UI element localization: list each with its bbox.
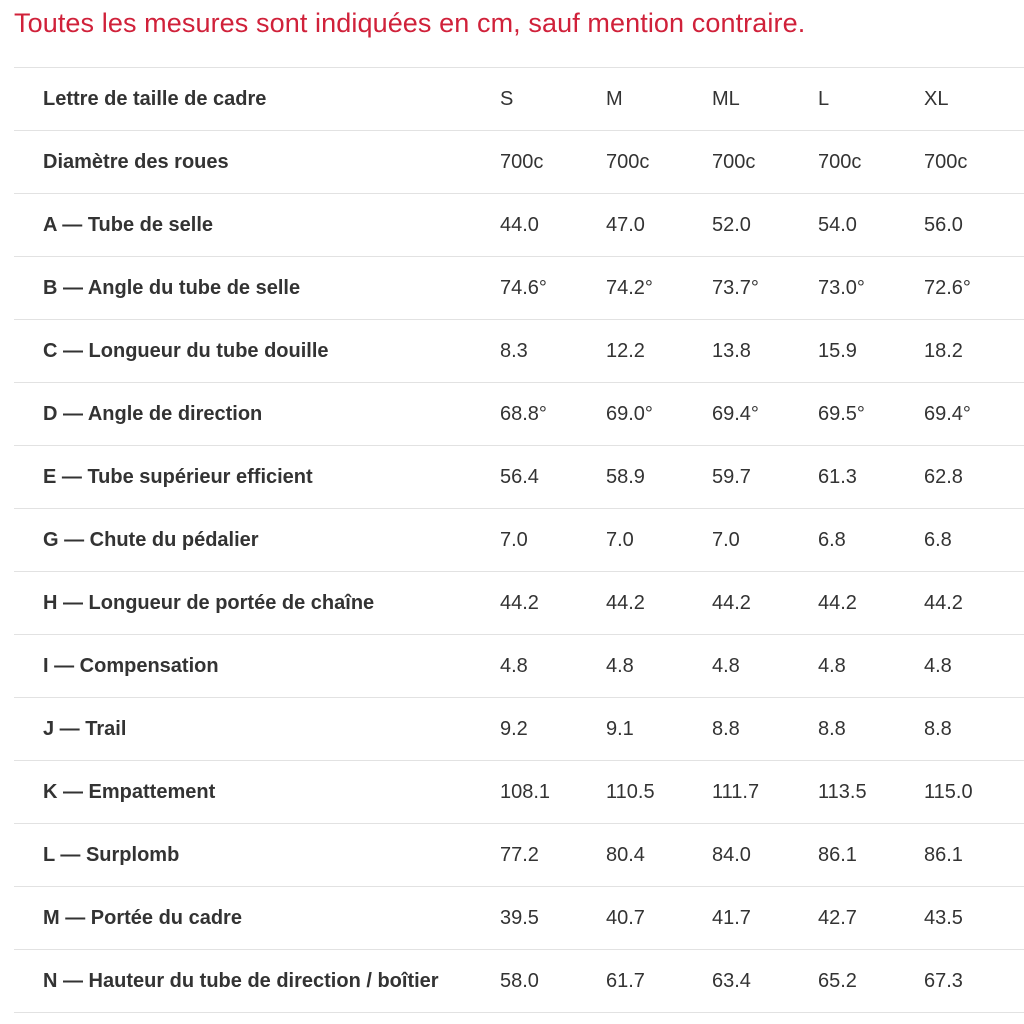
table-cell: 86.1 bbox=[924, 824, 1024, 887]
row-label: K — Empattement bbox=[14, 761, 500, 824]
table-cell: 700c bbox=[924, 131, 1024, 194]
table-row bbox=[14, 887, 1024, 950]
table-cell: 8.3 bbox=[500, 320, 606, 383]
table-cell: 62.8 bbox=[924, 446, 1024, 509]
table-row bbox=[14, 257, 1024, 320]
table-cell: 67.3 bbox=[924, 950, 1024, 1013]
table-row bbox=[14, 383, 1024, 446]
table-cell: 18.2 bbox=[924, 320, 1024, 383]
table-cell: 40.7 bbox=[606, 887, 712, 950]
table-cell: 58.0 bbox=[500, 950, 606, 1013]
table-cell: 6.8 bbox=[924, 509, 1024, 572]
table-cell: 700c bbox=[712, 131, 818, 194]
table-cell: 54.0 bbox=[818, 194, 924, 257]
table-cell: 4.8 bbox=[712, 635, 818, 698]
table-cell: 77.2 bbox=[500, 824, 606, 887]
table-cell: 43.5 bbox=[924, 887, 1024, 950]
table-cell: 69.5° bbox=[818, 383, 924, 446]
table-cell: 44.2 bbox=[712, 572, 818, 635]
table-cell: 68.8° bbox=[500, 383, 606, 446]
table-row bbox=[14, 509, 1024, 572]
row-label: H — Longueur de portée de chaîne bbox=[14, 572, 500, 635]
table-cell: 69.4° bbox=[712, 383, 818, 446]
table-cell: 42.7 bbox=[818, 887, 924, 950]
table-row bbox=[14, 635, 1024, 698]
measurement-note: Toutes les mesures sont indiquées en cm, sauf mention contraire. bbox=[14, 8, 806, 38]
table-cell: 9.2 bbox=[500, 698, 606, 761]
table-cell: 111.7 bbox=[712, 761, 818, 824]
table-cell: 4.8 bbox=[924, 635, 1024, 698]
table-cell: 56.0 bbox=[924, 194, 1024, 257]
table-cell: 72.6° bbox=[924, 257, 1024, 320]
table-cell: 700c bbox=[818, 131, 924, 194]
table-cell: 15.9 bbox=[818, 320, 924, 383]
table-cell: 8.8 bbox=[818, 698, 924, 761]
geometry-table-body bbox=[14, 68, 1024, 1013]
table-cell: 61.3 bbox=[818, 446, 924, 509]
table-cell: 84.0 bbox=[712, 824, 818, 887]
row-label: C — Longueur du tube douille bbox=[14, 320, 500, 383]
table-cell: 65.2 bbox=[818, 950, 924, 1013]
table-row bbox=[14, 698, 1024, 761]
table-cell: 39.5 bbox=[500, 887, 606, 950]
table-cell: 9.1 bbox=[606, 698, 712, 761]
geometry-table bbox=[14, 67, 1024, 1013]
row-label: L — Surplomb bbox=[14, 824, 500, 887]
table-cell: 12.2 bbox=[606, 320, 712, 383]
table-cell: 108.1 bbox=[500, 761, 606, 824]
table-cell: 44.2 bbox=[818, 572, 924, 635]
table-cell: 13.8 bbox=[712, 320, 818, 383]
table-cell: 69.0° bbox=[606, 383, 712, 446]
row-label: A — Tube de selle bbox=[14, 194, 500, 257]
row-label: Lettre de taille de cadre bbox=[14, 68, 500, 131]
table-cell: 113.5 bbox=[818, 761, 924, 824]
row-label: N — Hauteur du tube de direction / boîtier bbox=[14, 950, 500, 1013]
table-cell: 7.0 bbox=[500, 509, 606, 572]
table-cell: 4.8 bbox=[606, 635, 712, 698]
table-cell: 61.7 bbox=[606, 950, 712, 1013]
table-cell: 73.0° bbox=[818, 257, 924, 320]
table-cell: L bbox=[818, 68, 924, 131]
table-row bbox=[14, 68, 1024, 131]
table-cell: 8.8 bbox=[924, 698, 1024, 761]
table-cell: 52.0 bbox=[712, 194, 818, 257]
table-cell: 4.8 bbox=[818, 635, 924, 698]
table-cell: 74.2° bbox=[606, 257, 712, 320]
row-label: G — Chute du pédalier bbox=[14, 509, 500, 572]
row-label: I — Compensation bbox=[14, 635, 500, 698]
table-cell: M bbox=[606, 68, 712, 131]
table-cell: 700c bbox=[606, 131, 712, 194]
table-cell: 69.4° bbox=[924, 383, 1024, 446]
table-row bbox=[14, 824, 1024, 887]
table-cell: 44.2 bbox=[606, 572, 712, 635]
table-cell: 80.4 bbox=[606, 824, 712, 887]
table-cell: 41.7 bbox=[712, 887, 818, 950]
table-cell: 86.1 bbox=[818, 824, 924, 887]
table-cell: 115.0 bbox=[924, 761, 1024, 824]
table-cell: 56.4 bbox=[500, 446, 606, 509]
row-label: M — Portée du cadre bbox=[14, 887, 500, 950]
table-row bbox=[14, 194, 1024, 257]
row-label: J — Trail bbox=[14, 698, 500, 761]
row-label: E — Tube supérieur efficient bbox=[14, 446, 500, 509]
row-label: D — Angle de direction bbox=[14, 383, 500, 446]
table-cell: 110.5 bbox=[606, 761, 712, 824]
table-cell: S bbox=[500, 68, 606, 131]
table-cell: 44.0 bbox=[500, 194, 606, 257]
table-cell: 700c bbox=[500, 131, 606, 194]
table-row bbox=[14, 320, 1024, 383]
table-cell: 8.8 bbox=[712, 698, 818, 761]
table-cell: 6.8 bbox=[818, 509, 924, 572]
table-row bbox=[14, 131, 1024, 194]
table-cell: 7.0 bbox=[606, 509, 712, 572]
table-cell: 47.0 bbox=[606, 194, 712, 257]
table-cell: 59.7 bbox=[712, 446, 818, 509]
table-cell: 74.6° bbox=[500, 257, 606, 320]
table-row bbox=[14, 572, 1024, 635]
table-cell: 58.9 bbox=[606, 446, 712, 509]
table-cell: 7.0 bbox=[712, 509, 818, 572]
table-cell: 44.2 bbox=[924, 572, 1024, 635]
table-cell: XL bbox=[924, 68, 1024, 131]
row-label: Diamètre des roues bbox=[14, 131, 500, 194]
table-cell: ML bbox=[712, 68, 818, 131]
table-cell: 63.4 bbox=[712, 950, 818, 1013]
table-cell: 4.8 bbox=[500, 635, 606, 698]
table-cell: 73.7° bbox=[712, 257, 818, 320]
table-row bbox=[14, 761, 1024, 824]
table-cell: 44.2 bbox=[500, 572, 606, 635]
row-label: B — Angle du tube de selle bbox=[14, 257, 500, 320]
table-row bbox=[14, 446, 1024, 509]
table-row bbox=[14, 950, 1024, 1013]
